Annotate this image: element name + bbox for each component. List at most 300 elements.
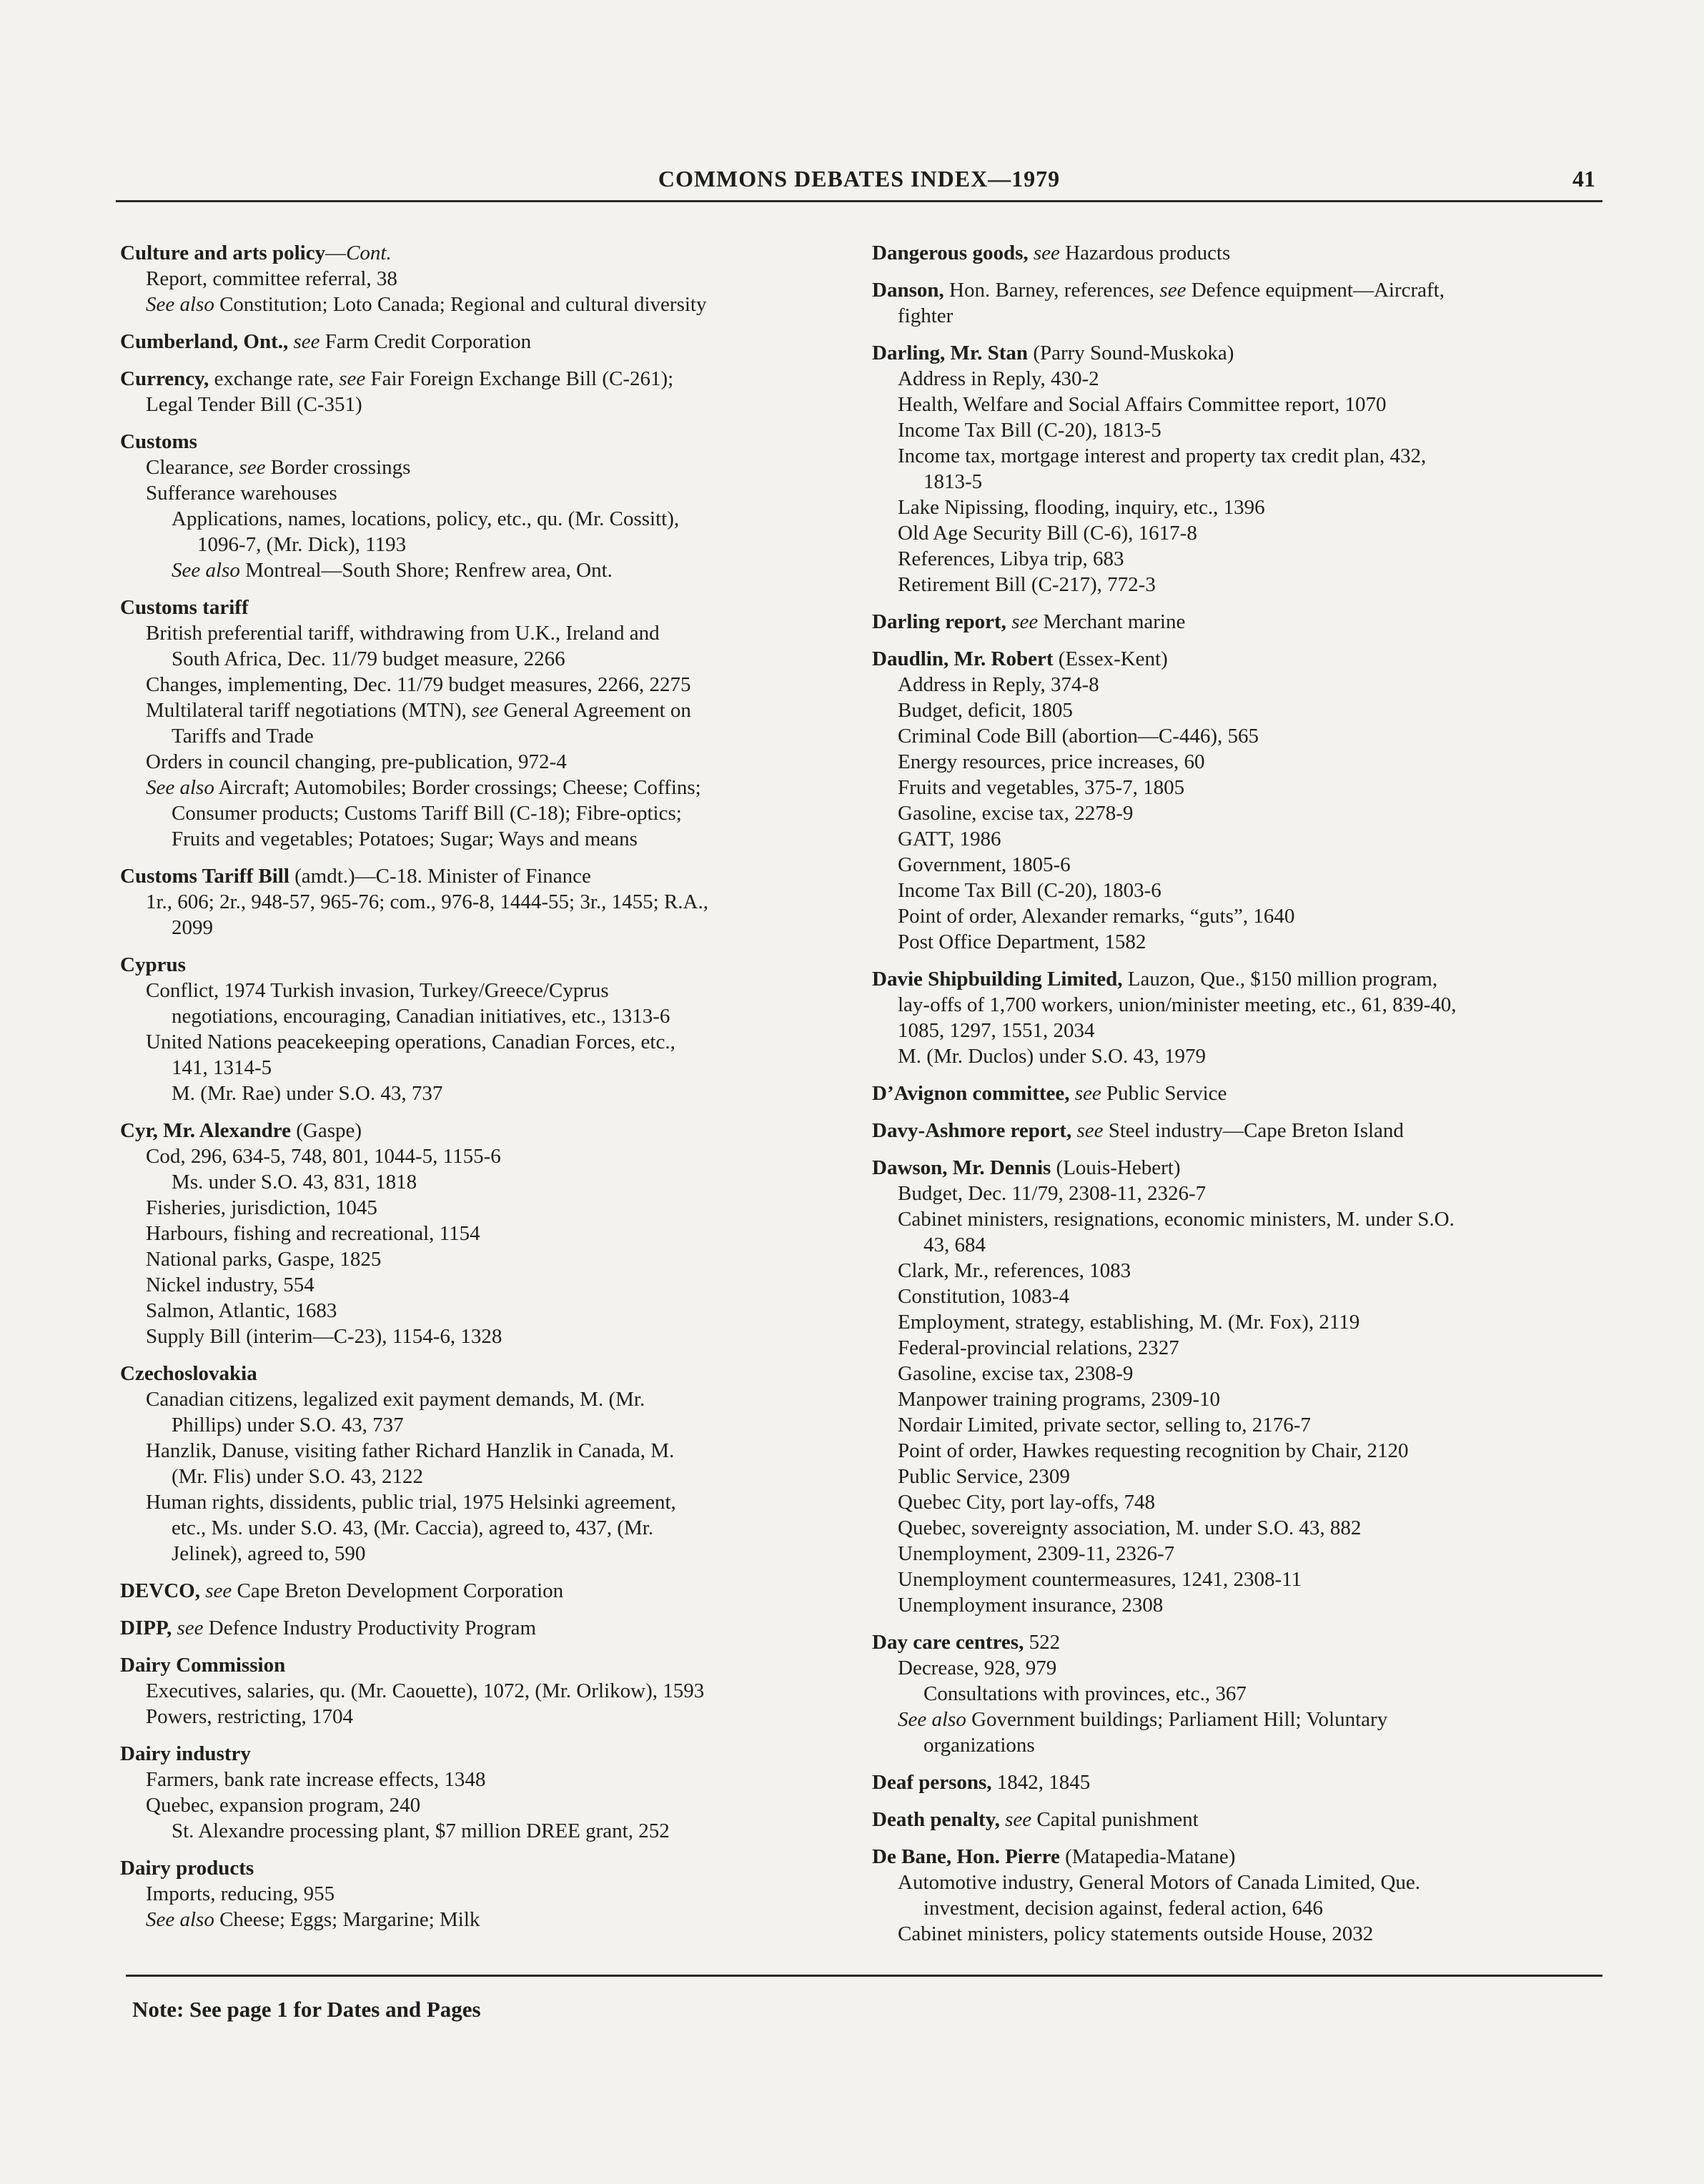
index-subentry-line — [872, 303, 1615, 329]
index-subentry-line — [120, 723, 856, 749]
index-subentry-line — [120, 1324, 856, 1349]
index-text: organizations — [923, 1734, 1035, 1757]
index-text: Quebec, expansion program, 240 — [146, 1794, 421, 1817]
index-entry — [872, 1118, 1615, 1143]
index-subentry-line — [872, 1870, 1615, 1895]
index-heading-line — [120, 1652, 856, 1678]
index-subentry-line — [120, 1029, 856, 1055]
cross-reference-marker: see — [1005, 1808, 1032, 1831]
index-text: 1r., 606; 2r., 948-57, 965-76; com., 976-8, 1444-55; 3r., 1455; R.A., — [146, 890, 708, 913]
index-text: General Agreement on — [498, 699, 691, 722]
index-text: United Nations peacekeeping operations, Canadian Forces, etc., — [146, 1031, 675, 1053]
index-text: Cape Breton Development Corporation — [232, 1579, 564, 1602]
index-text: Public Service, 2309 — [898, 1465, 1070, 1488]
index-subentry-line — [120, 672, 856, 698]
index-text: South Africa, Dec. 11/79 budget measure, 2266 — [172, 647, 565, 670]
index-subentry-line — [872, 1541, 1615, 1567]
index-subentry-line — [872, 417, 1615, 443]
index-term: Davie Shipbuilding Limited, — [872, 968, 1123, 991]
index-entry — [872, 646, 1615, 955]
index-entry — [872, 1844, 1615, 1947]
index-subentry-line — [872, 1567, 1615, 1592]
index-text: Hon. Barney, references, — [943, 279, 1160, 302]
index-entry — [120, 1855, 856, 1932]
index-subentry-line — [872, 1707, 1615, 1732]
index-heading-line — [120, 329, 856, 354]
index-entry — [872, 966, 1615, 1069]
index-text: Clearance, — [146, 456, 239, 479]
index-subentry-line — [120, 826, 856, 852]
index-text: Imports, reducing, 955 — [146, 1882, 335, 1905]
index-text: etc., Ms. under S.O. 43, (Mr. Caccia), agreed to, 437, (Mr. — [172, 1517, 654, 1539]
footer-note: Note: See page 1 for Dates and Pages — [132, 1997, 481, 2022]
index-text: 1813-5 — [923, 470, 983, 493]
index-subentry-line — [120, 1818, 856, 1844]
index-term: Dairy Commission — [120, 1654, 286, 1677]
index-subentry-line — [120, 1541, 856, 1567]
index-text: Budget, Dec. 11/79, 2308-11, 2326-7 — [898, 1182, 1207, 1205]
running-title: COMMONS DEBATES INDEX—1979 — [658, 166, 1061, 192]
index-column-right — [872, 240, 1615, 1958]
index-text: Border crossings — [265, 456, 411, 479]
index-entry — [872, 1769, 1615, 1795]
index-subentry-line — [120, 532, 856, 557]
index-term: Cyr, Mr. Alexandre — [120, 1119, 291, 1142]
index-entry — [872, 240, 1615, 266]
index-text: Automotive industry, General Motors of Canada Limited, Que. — [898, 1871, 1421, 1894]
cross-reference-marker: see — [1074, 1082, 1101, 1105]
index-text: Changes, implementing, Dec. 11/79 budget measures, 2266, 2275 — [146, 673, 691, 696]
index-heading-line — [872, 277, 1615, 303]
index-term: Death penalty, — [872, 1808, 1000, 1831]
index-heading-line — [120, 366, 856, 392]
index-text: Government buildings; Parliament Hill; Voluntary — [966, 1708, 1388, 1731]
index-subentry-line — [120, 1081, 856, 1106]
index-subentry-line — [872, 1386, 1615, 1412]
index-text: Defence equipment—Aircraft, — [1186, 279, 1445, 302]
index-text: Unemployment insurance, 2308 — [898, 1594, 1164, 1617]
index-entry — [120, 240, 856, 317]
index-text: Canadian citizens, legalized exit payment demands, M. (Mr. — [146, 1388, 645, 1411]
index-text: 1842, 1845 — [991, 1771, 1091, 1794]
index-text: Point of order, Alexander remarks, “guts”, 1640 — [898, 905, 1295, 928]
index-text: Constitution, 1083-4 — [898, 1285, 1070, 1308]
index-text: Sufferance warehouses — [146, 482, 337, 505]
index-text: Constitution; Loto Canada; Regional and cultural diversity — [214, 293, 707, 316]
index-entry — [120, 366, 856, 417]
index-subentry-line — [872, 392, 1615, 417]
index-text: (Mr. Flis) under S.O. 43, 2122 — [172, 1465, 424, 1488]
index-heading-line — [872, 646, 1615, 672]
cross-reference-marker: see — [472, 699, 499, 722]
index-subentry-line — [872, 1489, 1615, 1515]
index-subentry-line — [120, 1246, 856, 1272]
index-text: Quebec City, port lay-offs, 748 — [898, 1491, 1156, 1514]
index-text: Fruits and vegetables; Potatoes; Sugar; Ways and means — [172, 828, 638, 850]
index-text: Gasoline, excise tax, 2278-9 — [898, 802, 1134, 825]
index-heading-line — [872, 240, 1615, 266]
index-text: Consumer products; Customs Tariff Bill (C-18); Fibre-optics; — [172, 802, 682, 825]
index-text: 1085, 1297, 1551, 2034 — [898, 1019, 1095, 1042]
index-text — [1000, 1808, 1005, 1831]
index-text: Public Service — [1101, 1082, 1227, 1105]
index-subentry-line — [120, 1143, 856, 1169]
index-text: Fair Foreign Exchange Bill (C-261); — [365, 367, 674, 390]
index-text: Criminal Code Bill (abortion—C-446), 565 — [898, 725, 1259, 748]
index-subentry-line — [120, 775, 856, 800]
index-term: Danson, — [872, 279, 944, 302]
index-heading-line — [120, 1855, 856, 1881]
index-subentry-line — [872, 546, 1615, 572]
index-term: Czechoslovakia — [120, 1362, 257, 1385]
index-text: — — [325, 242, 347, 264]
index-subentry-line — [120, 646, 856, 672]
cross-reference-marker: See also — [898, 1708, 966, 1731]
index-subentry-line — [872, 1732, 1615, 1758]
index-text: Report, committee referral, 38 — [146, 267, 397, 290]
index-text: Nickel industry, 554 — [146, 1274, 314, 1296]
index-text: Quebec, sovereignty association, M. under S.O. 43, 882 — [898, 1517, 1362, 1539]
index-text — [1070, 1082, 1075, 1105]
index-subentry-line — [872, 878, 1615, 903]
index-entry — [120, 429, 856, 583]
index-text: Merchant marine — [1038, 610, 1186, 633]
index-term: DEVCO, — [120, 1579, 200, 1602]
index-text — [172, 1617, 177, 1639]
index-text: exchange rate, — [209, 367, 340, 390]
index-text: Jelinek), agreed to, 590 — [172, 1542, 366, 1565]
index-subentry-line — [872, 672, 1615, 698]
index-entry — [120, 952, 856, 1106]
index-text: Income Tax Bill (C-20), 1813-5 — [898, 419, 1161, 442]
index-text: (Gaspe) — [290, 1119, 362, 1142]
index-subentry-line — [872, 443, 1615, 469]
index-entry — [872, 609, 1615, 635]
index-entry — [120, 1741, 856, 1844]
index-text: Cod, 296, 634-5, 748, 801, 1044-5, 1155-6 — [146, 1145, 501, 1168]
index-subentry-line — [872, 1655, 1615, 1681]
index-text: Executives, salaries, qu. (Mr. Caouette), 1072, (Mr. Orlikow), 1593 — [146, 1679, 705, 1702]
index-subentry-line — [120, 889, 856, 915]
index-text: Harbours, fishing and recreational, 1154 — [146, 1222, 480, 1245]
index-text: Government, 1805-6 — [898, 853, 1071, 876]
index-text: Supply Bill (interim—C-23), 1154-6, 1328 — [146, 1325, 502, 1348]
index-text: 522 — [1024, 1631, 1061, 1654]
index-heading-line — [872, 1807, 1615, 1832]
index-subentry-line — [872, 992, 1615, 1018]
index-text: Capital punishment — [1031, 1808, 1199, 1831]
index-subentry-line — [120, 1792, 856, 1818]
index-term: Darling report, — [872, 610, 1006, 633]
index-text: Lake Nipissing, flooding, inquiry, etc., 1396 — [898, 496, 1265, 519]
index-text: Nordair Limited, private sector, selling to, 2176-7 — [898, 1414, 1311, 1436]
index-text: Consultations with provinces, etc., 367 — [923, 1682, 1247, 1705]
index-text: Applications, names, locations, policy, etc., qu. (Mr. Cossitt), — [172, 507, 680, 530]
index-text: lay-offs of 1,700 workers, union/minister meeting, etc., 61, 839-40, — [898, 993, 1457, 1016]
index-entry — [120, 1615, 856, 1641]
index-term: Darling, Mr. Stan — [872, 342, 1029, 364]
index-subentry-line — [120, 698, 856, 723]
index-subentry-line — [872, 723, 1615, 749]
index-column-left — [120, 240, 856, 1944]
index-subentry-line — [872, 1515, 1615, 1541]
index-text: M. (Mr. Duclos) under S.O. 43, 1979 — [898, 1045, 1206, 1068]
page-number: 41 — [1572, 166, 1595, 192]
index-subentry-line — [872, 775, 1615, 800]
index-text: Retirement Bill (C-217), 772-3 — [898, 573, 1156, 596]
cross-reference-marker: See also — [146, 293, 214, 316]
index-subentry-line — [120, 1438, 856, 1464]
index-heading-line — [120, 1741, 856, 1767]
index-heading-line — [120, 429, 856, 455]
index-text: Phillips) under S.O. 43, 737 — [172, 1414, 404, 1436]
index-subentry-line — [872, 1335, 1615, 1361]
index-text: GATT, 1986 — [898, 828, 1001, 850]
index-text: British preferential tariff, withdrawing from U.K., Ireland and — [146, 622, 660, 645]
index-text: Tariffs and Trade — [172, 725, 314, 748]
index-subentry-line — [872, 1464, 1615, 1489]
index-entry — [120, 1652, 856, 1729]
cross-reference-marker: see — [339, 367, 366, 390]
index-subentry-line — [120, 1704, 856, 1729]
index-term: Day care centres, — [872, 1631, 1024, 1654]
cross-reference-marker: see — [239, 456, 266, 479]
index-text: (amdt.)—C-18. Minister of Finance — [289, 865, 591, 888]
index-text: Clark, Mr., references, 1083 — [898, 1259, 1131, 1282]
index-text: (Louis-Hebert) — [1051, 1156, 1181, 1179]
index-heading-line — [120, 1361, 856, 1386]
index-text: Powers, restricting, 1704 — [146, 1705, 353, 1728]
index-subentry-line — [120, 455, 856, 480]
index-entry — [872, 1155, 1615, 1618]
index-subentry-line — [120, 1169, 856, 1195]
index-term: D’Avignon committee, — [872, 1082, 1070, 1105]
index-entry — [872, 1807, 1615, 1832]
index-subentry-line — [120, 915, 856, 940]
index-subentry-line — [120, 1272, 856, 1298]
index-subentry-line — [120, 1195, 856, 1221]
index-text: 43, 684 — [923, 1234, 986, 1256]
index-subentry-line — [872, 826, 1615, 852]
cross-reference-marker: see — [1159, 279, 1187, 302]
index-text: Fruits and vegetables, 375-7, 1805 — [898, 776, 1185, 799]
index-subentry-line — [120, 1515, 856, 1541]
index-heading-line — [872, 1155, 1615, 1181]
cross-reference-marker: see — [205, 1579, 232, 1602]
index-subentry-line — [872, 1309, 1615, 1335]
index-subentry-line — [120, 1907, 856, 1932]
index-text: National parks, Gaspe, 1825 — [146, 1248, 382, 1271]
index-term: Dawson, Mr. Dennis — [872, 1156, 1051, 1179]
index-entry — [120, 1118, 856, 1349]
index-heading-line — [872, 1081, 1615, 1106]
index-text: References, Libya trip, 683 — [898, 547, 1124, 570]
index-text: Post Office Department, 1582 — [898, 930, 1146, 953]
index-text: Decrease, 928, 979 — [898, 1657, 1057, 1679]
index-text: Conflict, 1974 Turkish invasion, Turkey/Greece/Cyprus — [146, 979, 609, 1002]
index-subentry-line — [872, 1043, 1615, 1069]
index-subentry-line — [872, 852, 1615, 878]
index-subentry-line — [120, 392, 856, 417]
index-subentry-line — [120, 749, 856, 775]
index-entry — [872, 1081, 1615, 1106]
index-subentry-line — [872, 366, 1615, 392]
index-text: (Parry Sound-Muskoka) — [1028, 342, 1234, 364]
index-text: Health, Welfare and Social Affairs Committee report, 1070 — [898, 393, 1387, 416]
index-text: negotiations, encouraging, Canadian initiatives, etc., 1313-6 — [172, 1005, 670, 1028]
index-text: Ms. under S.O. 43, 831, 1818 — [172, 1171, 417, 1193]
index-text: 141, 1314-5 — [172, 1056, 272, 1079]
cross-reference-marker: See also — [146, 776, 214, 799]
index-entry — [872, 277, 1615, 329]
index-term: De Bane, Hon. Pierre — [872, 1845, 1060, 1868]
index-heading-line — [120, 595, 856, 620]
index-subentry-line — [872, 1181, 1615, 1206]
index-entry — [120, 595, 856, 852]
index-subentry-line — [872, 1206, 1615, 1232]
index-heading-line — [872, 1118, 1615, 1143]
index-term: Customs tariff — [120, 596, 249, 619]
cross-reference-marker: see — [293, 330, 320, 353]
index-text: Budget, deficit, 1805 — [898, 699, 1073, 722]
index-text: Cabinet ministers, resignations, economic ministers, M. under S.O. — [898, 1208, 1455, 1231]
index-text: Lauzon, Que., $150 million program, — [1122, 968, 1438, 991]
index-text: fighter — [898, 304, 953, 327]
index-text: 2099 — [172, 916, 213, 939]
index-text: Montreal—South Shore; Renfrew area, Ont. — [239, 559, 613, 582]
index-subentry-line — [120, 557, 856, 583]
index-text: Unemployment countermeasures, 1241, 2308-11 — [898, 1568, 1302, 1591]
cross-reference-marker: see — [1033, 242, 1060, 264]
index-term: Deaf persons, — [872, 1771, 992, 1794]
index-subentry-line — [120, 1464, 856, 1489]
index-entry — [120, 863, 856, 940]
index-subentry-line — [120, 506, 856, 532]
index-text: Multilateral tariff negotiations (MTN), — [146, 699, 472, 722]
cross-reference-marker: See also — [172, 559, 240, 582]
index-text: Cheese; Eggs; Margarine; Milk — [214, 1908, 480, 1931]
index-term: Currency, — [120, 367, 209, 390]
index-subentry-line — [872, 1592, 1615, 1618]
index-text: Address in Reply, 374-8 — [898, 673, 1099, 696]
index-text: Income Tax Bill (C-20), 1803-6 — [898, 879, 1161, 902]
index-subentry-line — [872, 749, 1615, 775]
index-text — [288, 330, 293, 353]
index-text: Fisheries, jurisdiction, 1045 — [146, 1196, 377, 1219]
index-text: Orders in council changing, pre-publication, 972-4 — [146, 750, 567, 773]
index-text: (Essex-Kent) — [1053, 647, 1168, 670]
index-text: Farmers, bank rate increase effects, 1348 — [146, 1768, 486, 1791]
index-heading-line — [120, 1578, 856, 1604]
cross-reference-marker: Cont. — [346, 242, 392, 264]
index-subentry-line — [120, 1003, 856, 1029]
index-text: St. Alexandre processing plant, $7 million DREE grant, 252 — [172, 1820, 670, 1842]
index-text: Unemployment, 2309-11, 2326-7 — [898, 1542, 1175, 1565]
index-subentry-line — [872, 903, 1615, 929]
cross-reference-marker: see — [1076, 1119, 1104, 1142]
index-heading-line — [872, 1629, 1615, 1655]
index-heading-line — [120, 1615, 856, 1641]
index-heading-line — [872, 1769, 1615, 1795]
index-heading-line — [120, 952, 856, 978]
index-subentry-line — [120, 1298, 856, 1324]
index-text: Hanzlik, Danuse, visiting father Richard Hanzlik in Canada, M. — [146, 1439, 675, 1462]
index-term: Daudlin, Mr. Robert — [872, 647, 1054, 670]
index-text: investment, decision against, federal action, 646 — [923, 1897, 1323, 1920]
index-subentry-line — [120, 1221, 856, 1246]
index-text: Steel industry—Cape Breton Island — [1103, 1119, 1404, 1142]
index-heading-line — [120, 863, 856, 889]
index-text: Salmon, Atlantic, 1683 — [146, 1299, 337, 1322]
index-text: Cabinet ministers, policy statements outside House, 2032 — [898, 1922, 1374, 1945]
index-heading-line — [872, 1844, 1615, 1870]
index-subentry-line — [872, 1681, 1615, 1707]
index-subentry-line — [120, 800, 856, 826]
index-text: M. (Mr. Rae) under S.O. 43, 737 — [172, 1082, 443, 1105]
index-subentry-line — [872, 495, 1615, 520]
index-subentry-line — [120, 1489, 856, 1515]
index-term: Culture and arts policy — [120, 242, 326, 264]
index-term: Dairy industry — [120, 1742, 251, 1765]
index-text: Defence Industry Productivity Program — [203, 1617, 537, 1639]
index-subentry-line — [120, 480, 856, 506]
index-text: Point of order, Hawkes requesting recognition by Chair, 2120 — [898, 1439, 1409, 1462]
index-entry — [120, 329, 856, 354]
index-subentry-line — [120, 978, 856, 1003]
index-subentry-line — [120, 1412, 856, 1438]
index-text: Aircraft; Automobiles; Border crossings; Cheese; Coffins; — [214, 776, 701, 799]
index-text: Gasoline, excise tax, 2308-9 — [898, 1362, 1134, 1385]
index-subentry-line — [120, 620, 856, 646]
index-term: Customs Tariff Bill — [120, 865, 289, 888]
index-text: Manpower training programs, 2309-10 — [898, 1388, 1221, 1411]
index-subentry-line — [120, 292, 856, 317]
index-text — [1029, 242, 1034, 264]
index-subentry-line — [872, 1361, 1615, 1386]
index-subentry-line — [872, 1284, 1615, 1309]
index-entry — [872, 1629, 1615, 1758]
index-term: Customs — [120, 430, 197, 453]
index-term: Dairy products — [120, 1857, 254, 1880]
index-subentry-line — [120, 1767, 856, 1792]
index-term: Davy-Ashmore report, — [872, 1119, 1072, 1142]
index-subentry-line — [872, 1232, 1615, 1258]
index-heading-line — [872, 340, 1615, 366]
index-text: Employment, strategy, establishing, M. (Mr. Fox), 2119 — [898, 1311, 1360, 1334]
index-entry — [120, 1361, 856, 1567]
cross-reference-marker: see — [1011, 610, 1039, 633]
index-text: Energy resources, price increases, 60 — [898, 750, 1205, 773]
index-text: Address in Reply, 430-2 — [898, 367, 1099, 390]
index-subentry-line — [120, 266, 856, 292]
index-subentry-line — [872, 1018, 1615, 1043]
index-subentry-line — [120, 1678, 856, 1704]
cross-reference-marker: see — [177, 1617, 204, 1639]
index-text: Farm Credit Corporation — [320, 330, 532, 353]
index-subentry-line — [872, 1438, 1615, 1464]
index-subentry-line — [872, 929, 1615, 955]
index-text: Hazardous products — [1059, 242, 1231, 264]
index-text: (Matapedia-Matane) — [1059, 1845, 1236, 1868]
index-subentry-line — [120, 1386, 856, 1412]
index-subentry-line — [872, 572, 1615, 597]
index-term: Cumberland, Ont., — [120, 330, 289, 353]
index-subentry-line — [872, 1412, 1615, 1438]
index-entry — [120, 1578, 856, 1604]
index-subentry-line — [872, 1921, 1615, 1947]
index-subentry-line — [872, 469, 1615, 495]
footer-divider — [126, 1975, 1603, 1977]
